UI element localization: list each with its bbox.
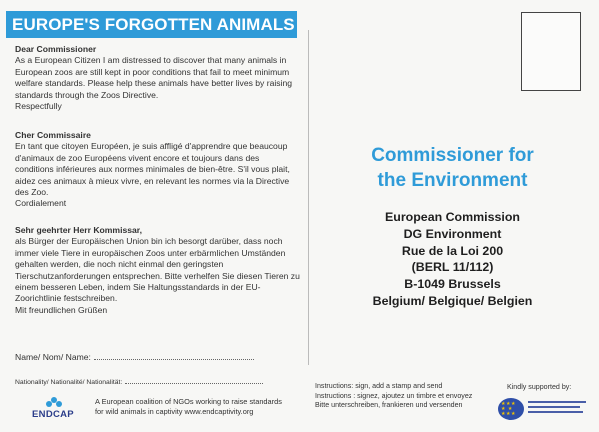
addressee-title-line-1: Commissioner for — [371, 145, 534, 166]
coalition-text — [95, 397, 282, 416]
greeting-french: Cher Commissaire — [15, 130, 91, 140]
message-french — [15, 130, 300, 210]
postcard-title: EUROPE'S FORGOTTEN ANIMALS — [6, 11, 297, 38]
closing-english: Respectfully — [15, 101, 62, 112]
stars-icon: ★★★ ★ ★ ★★★ — [501, 401, 516, 417]
address-line: (BERL 11/112) — [411, 260, 494, 275]
address-line: Rue de la Loi 200 — [401, 243, 504, 258]
name-field-label: Name/ Nom/ Name: — [15, 352, 91, 362]
closing-german: Mit freundlichen Grüßen — [15, 304, 108, 315]
addressee-title — [340, 143, 565, 193]
greeting-german: Sehr geehrter Herr Kommissar, — [15, 225, 143, 235]
greeting-english: Dear Commissioner — [15, 44, 97, 54]
coalition-line-2: for wild animals in captivity www.endcaptivity.org — [95, 406, 254, 416]
closing-french: Cordialement — [15, 198, 67, 209]
support-label: Kindly supported by: — [507, 383, 572, 391]
name-field[interactable] — [15, 352, 254, 362]
instructions — [315, 382, 472, 411]
instructions-english: Instructions: sign, add a stamp and send — [315, 382, 443, 390]
address-line: European Commission — [385, 210, 520, 224]
coalition-line-1: A European coalition of NGOs working to raise standards — [95, 397, 282, 406]
supporter-logo — [498, 396, 586, 422]
message-german — [15, 225, 300, 316]
endcap-logo — [18, 397, 88, 425]
body-english: As a European Citizen I am distressed to discover that many animals in European zoos are still kept in poor conditions that fail to meet minimum welfare standards. Please help these animals have better lives by raising standards through the Zoos Directive. — [15, 55, 293, 100]
divider-line — [308, 30, 309, 365]
instructions-german: Bitte unterschreiben, frankieren und versenden — [315, 401, 463, 410]
body-french: En tant que citoyen Européen, je suis affligé d'apprendre que beaucoup d'animaux de zoo Européens vivent encore et toujours dans des conditions inférieures aux normes minimales de bien-être. S'il vous plait, aidez ces animaux à mieux vivre, en relevant les normes via la Directive des Zoo. — [15, 141, 290, 198]
endcap-dots-icon — [46, 397, 62, 409]
addressee-title-line-2: the Environment — [377, 170, 528, 191]
endcap-logo-name: ENDCAP — [32, 409, 74, 420]
message-english — [15, 44, 300, 112]
instructions-french: Instructions : signez, ajoutez un timbre et envoyez — [315, 391, 473, 400]
address-line: Belgium/ Belgique/ Belgien — [372, 293, 533, 308]
nationality-field-line[interactable] — [125, 376, 263, 384]
name-field-line[interactable] — [94, 352, 254, 360]
nationality-field-label: Nationality/ Nationalité/ Nationalität: — [15, 379, 123, 386]
address-line: B-1049 Brussels — [404, 277, 501, 292]
stamp-box — [521, 12, 581, 91]
postal-address — [340, 209, 565, 310]
nationality-field[interactable] — [15, 376, 263, 386]
address-line: DG Environment — [403, 226, 502, 241]
body-german: als Bürger der Europäischen Union bin ich besorgt darüber, dass noch immer viele Tiere in europäischen Zoos unter erbärmlichen Umständen gehalten werden, die noch nicht einmal den geringsten Tierschutzanforderungen entsprechen. Bitte verhelfen Sie diesen Tieren zu einem besseren Leben, indem Sie Haltungsstandards in der EU-Zoorichtlinie festschreiben. — [15, 236, 300, 304]
